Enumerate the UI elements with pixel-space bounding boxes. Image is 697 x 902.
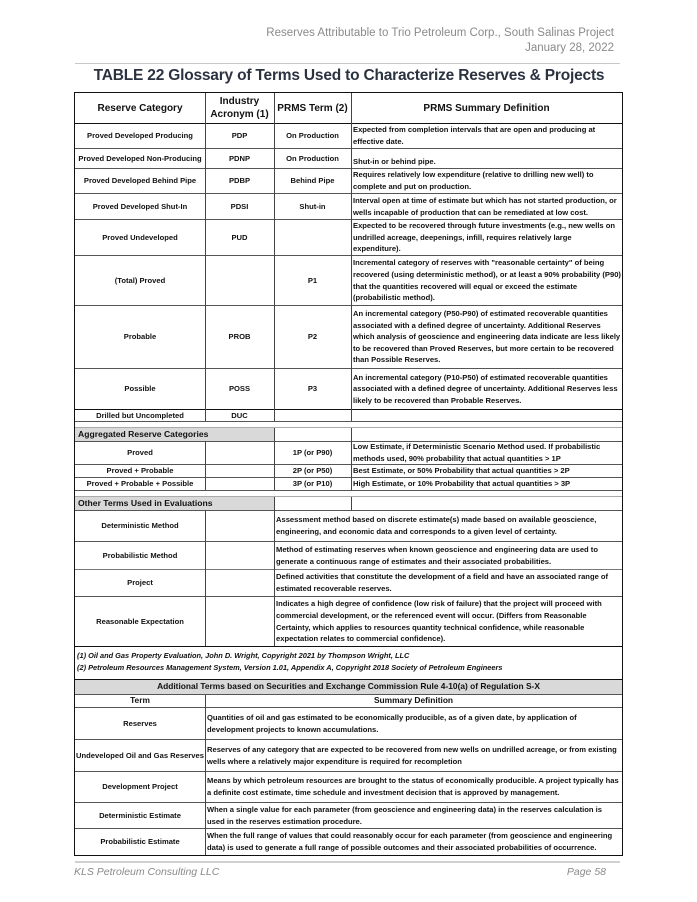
definition-cell: Expected to be recovered through future investments (e.g., new wells on undrilled acreage, deepenings, infill, requires relatively large expenditure). xyxy=(353,221,616,254)
definition-cell: Reserves of any category that are expected to be recovered from new wells on undrilled acreage, or from existing wells where a relatively major expenditure is required for recompletion xyxy=(207,744,617,766)
page-header xyxy=(266,26,614,56)
col-header-reserve-category: Reserve Category xyxy=(97,102,183,114)
col-divider xyxy=(274,428,275,490)
term-cell: Reasonable Expectation xyxy=(96,616,184,626)
page-title: TABLE 22 Glossary of Terms Used to Characterize Reserves & Projects xyxy=(93,67,605,84)
prms-cell xyxy=(274,220,351,255)
definition-cell: Expected from completion intervals that are open and producing at effective date. xyxy=(353,125,596,146)
prms-cell: Shut-in xyxy=(299,201,326,211)
category-cell: Proved xyxy=(127,448,153,458)
definition-cell: Quantities of oil and gas estimated to be economically producible, as of a given date, by application of development projects to known accumulations. xyxy=(207,712,577,734)
col-divider xyxy=(351,93,352,421)
col-divider xyxy=(205,93,206,421)
col-divider xyxy=(274,93,275,421)
definition-cell: Indicates a high degree of confidence (low risk of failure) that the project will proceed with commercial development, or the referenced event will occur. (Differs from Reasonable Certainty, which applies to resources quantity technical confidence, while reasonable expectation relates to commercial confidence). xyxy=(276,599,602,644)
category-cell: Drilled but Uncompleted xyxy=(96,410,184,420)
footnote-1: (1) Oil and Gas Property Evaluation, John D. Wright, Copyright 2021 by Thompson Wright, LLC xyxy=(77,651,410,660)
term-cell: Deterministic Method xyxy=(101,521,179,531)
glossary-table xyxy=(74,92,623,856)
term-cell: Undeveloped Oil and Gas Reserves xyxy=(76,750,204,760)
col-header-industry-acronym: Industry Acronym (1) xyxy=(210,96,269,120)
col-divider xyxy=(205,510,206,646)
prms-cell: P2 xyxy=(307,332,318,342)
prms-cell: 3P (or P10) xyxy=(292,479,333,489)
acronym-cell: PDBP xyxy=(228,176,251,186)
header-date: January 28, 2022 xyxy=(525,42,614,54)
section-heading-sec: Additional Terms based on Securities and Exchange Commission Rule 4-10(a) of Regulation S-X xyxy=(75,680,622,694)
definition-cell: When a single value for each parameter (from geoscience and engineering data) in the reserves calculation is used in the reserves estimation procedure. xyxy=(207,804,603,826)
prms-cell: Behind Pipe xyxy=(290,176,335,186)
acronym-cell: PROB xyxy=(228,332,251,342)
col-divider xyxy=(205,695,206,855)
term-cell: Project xyxy=(127,577,153,587)
term-cell: Deterministic Estimate xyxy=(99,810,181,820)
header-rule xyxy=(75,63,620,64)
footer-page-number: Page 58 xyxy=(566,866,606,878)
acronym-cell: DUC xyxy=(231,410,248,420)
acronym-cell xyxy=(205,256,274,305)
prms-cell: P1 xyxy=(307,275,318,285)
footnote-2: (2) Petroleum Resources Management System, Version 1.01, Appendix A, Copyright 2018 Society of Petroleum Engineers xyxy=(77,663,503,672)
col-divider xyxy=(351,497,352,510)
category-cell: Proved Developed Behind Pipe xyxy=(83,176,197,186)
prms-cell: On Production xyxy=(286,131,339,141)
definition-cell: Interval open at time of estimate but which has not started production, or wells incapable of production that can be remediated at low cost. xyxy=(353,195,617,217)
category-cell: Proved Developed Non-Producing xyxy=(78,153,202,163)
term-cell: Development Project xyxy=(102,782,178,792)
section-heading-aggregated: Aggregated Reserve Categories xyxy=(75,428,274,441)
col-header-prms-term: PRMS Term (2) xyxy=(277,102,348,114)
definition-cell: An incremental category (P10-P50) of estimated recoverable quantities associated with a defined degree of uncertainty. Additional Reserves less likely to be recovered than Probable Reserves. xyxy=(353,372,618,405)
col-header-term: Term xyxy=(130,695,150,706)
acronym-cell: PDSI xyxy=(230,201,249,211)
definition-cell: Requires relatively low expenditure (relative to drilling new well) to complete and put on production. xyxy=(353,170,594,191)
row-divider xyxy=(75,490,622,491)
footer-company: KLS Petroleum Consulting LLC xyxy=(74,866,220,878)
acronym-cell: PUD xyxy=(231,232,248,242)
col-divider xyxy=(351,428,352,490)
footer-rule xyxy=(75,861,620,863)
definition-cell: Method of estimating reserves when known geoscience and engineering data are used to generate a continuous range of estimates and their associated probabilities. xyxy=(276,544,598,566)
definition-cell: Incremental category of reserves with "reasonable certainty" of being recovered (using deterministic method), or at least a 90% probability (P90) that the quantities recovered will equal or exceed the estimate (probabilistic method). xyxy=(353,258,621,303)
category-cell: Proved + Probable xyxy=(106,466,174,476)
category-cell: Possible xyxy=(124,384,156,394)
row-divider xyxy=(75,646,622,647)
section-heading-other-terms: Other Terms Used in Evaluations xyxy=(75,497,274,510)
prms-cell: P3 xyxy=(307,384,318,394)
category-cell: Probable xyxy=(123,332,157,342)
category-cell: Proved Developed Shut-In xyxy=(92,201,188,211)
acronym-cell: PDP xyxy=(231,131,248,141)
prms-cell: 1P (or P90) xyxy=(292,448,333,458)
category-cell: Proved Undeveloped xyxy=(102,232,178,242)
term-cell: Probabilistic Method xyxy=(102,550,178,560)
prms-cell: 2P (or P50) xyxy=(292,466,333,476)
definition-cell: Low Estimate, if Deterministic Scenario Method used. If probabilistic methods used, 90% probability that actual quantities > 1P xyxy=(353,442,601,463)
col-header-summary-definition: Summary Definition xyxy=(373,695,454,706)
definition-cell: Best Estimate, or 50% Probability that actual quantities > 2P xyxy=(353,466,570,476)
category-cell: Proved Developed Producing xyxy=(87,131,193,141)
definition-cell: Defined activities that constitute the development of a field and have an associated range of estimated recoverable reserves. xyxy=(276,571,609,593)
row-divider xyxy=(75,421,622,422)
definition-cell: Shut-in or behind pipe. xyxy=(353,157,436,167)
definition-cell: Means by which petroleum resources are brought to the status of economically producible. A project typically has a definite cost estimate, time schedule and investment decision that is approved by management. xyxy=(207,776,619,797)
acronym-cell: PDNP xyxy=(228,153,251,163)
acronym-cell: POSS xyxy=(228,384,251,394)
header-project-line: Reserves Attributable to Trio Petroleum Corp., South Salinas Project xyxy=(266,27,614,39)
term-cell: Probabilistic Estimate xyxy=(100,837,180,847)
definition-cell: An incremental category (P50-P90) of estimated recoverable quantities associated with a defined degree of uncertainty. Additional Reserves which analysis of geoscience and engineering data indicate are less likely to be recovered than Proved Reserves, but more certain to be recovered than Possible Reserves. xyxy=(353,309,621,365)
definition-cell: Assessment method based on discrete estimate(s) made based on available geoscience, engineering, and economic data and corresponds to a given level of certainty. xyxy=(276,515,597,536)
term-cell: Reserves xyxy=(123,718,157,728)
col-divider xyxy=(205,441,206,490)
definition-cell: When the full range of values that could reasonably occur for each parameter (from geoscience and engineering data) is used to generate a full range of possible outcomes and their associated probabilities of occurrence. xyxy=(207,831,613,852)
category-cell: (Total) Proved xyxy=(114,275,166,285)
col-divider xyxy=(274,497,275,646)
definition-cell: High Estimate, or 10% Probability that actual quantities > 3P xyxy=(353,479,571,489)
col-header-prms-definition: PRMS Summary Definition xyxy=(423,102,550,114)
prms-cell: On Production xyxy=(286,153,339,163)
category-cell: Proved + Probable + Possible xyxy=(86,479,194,489)
